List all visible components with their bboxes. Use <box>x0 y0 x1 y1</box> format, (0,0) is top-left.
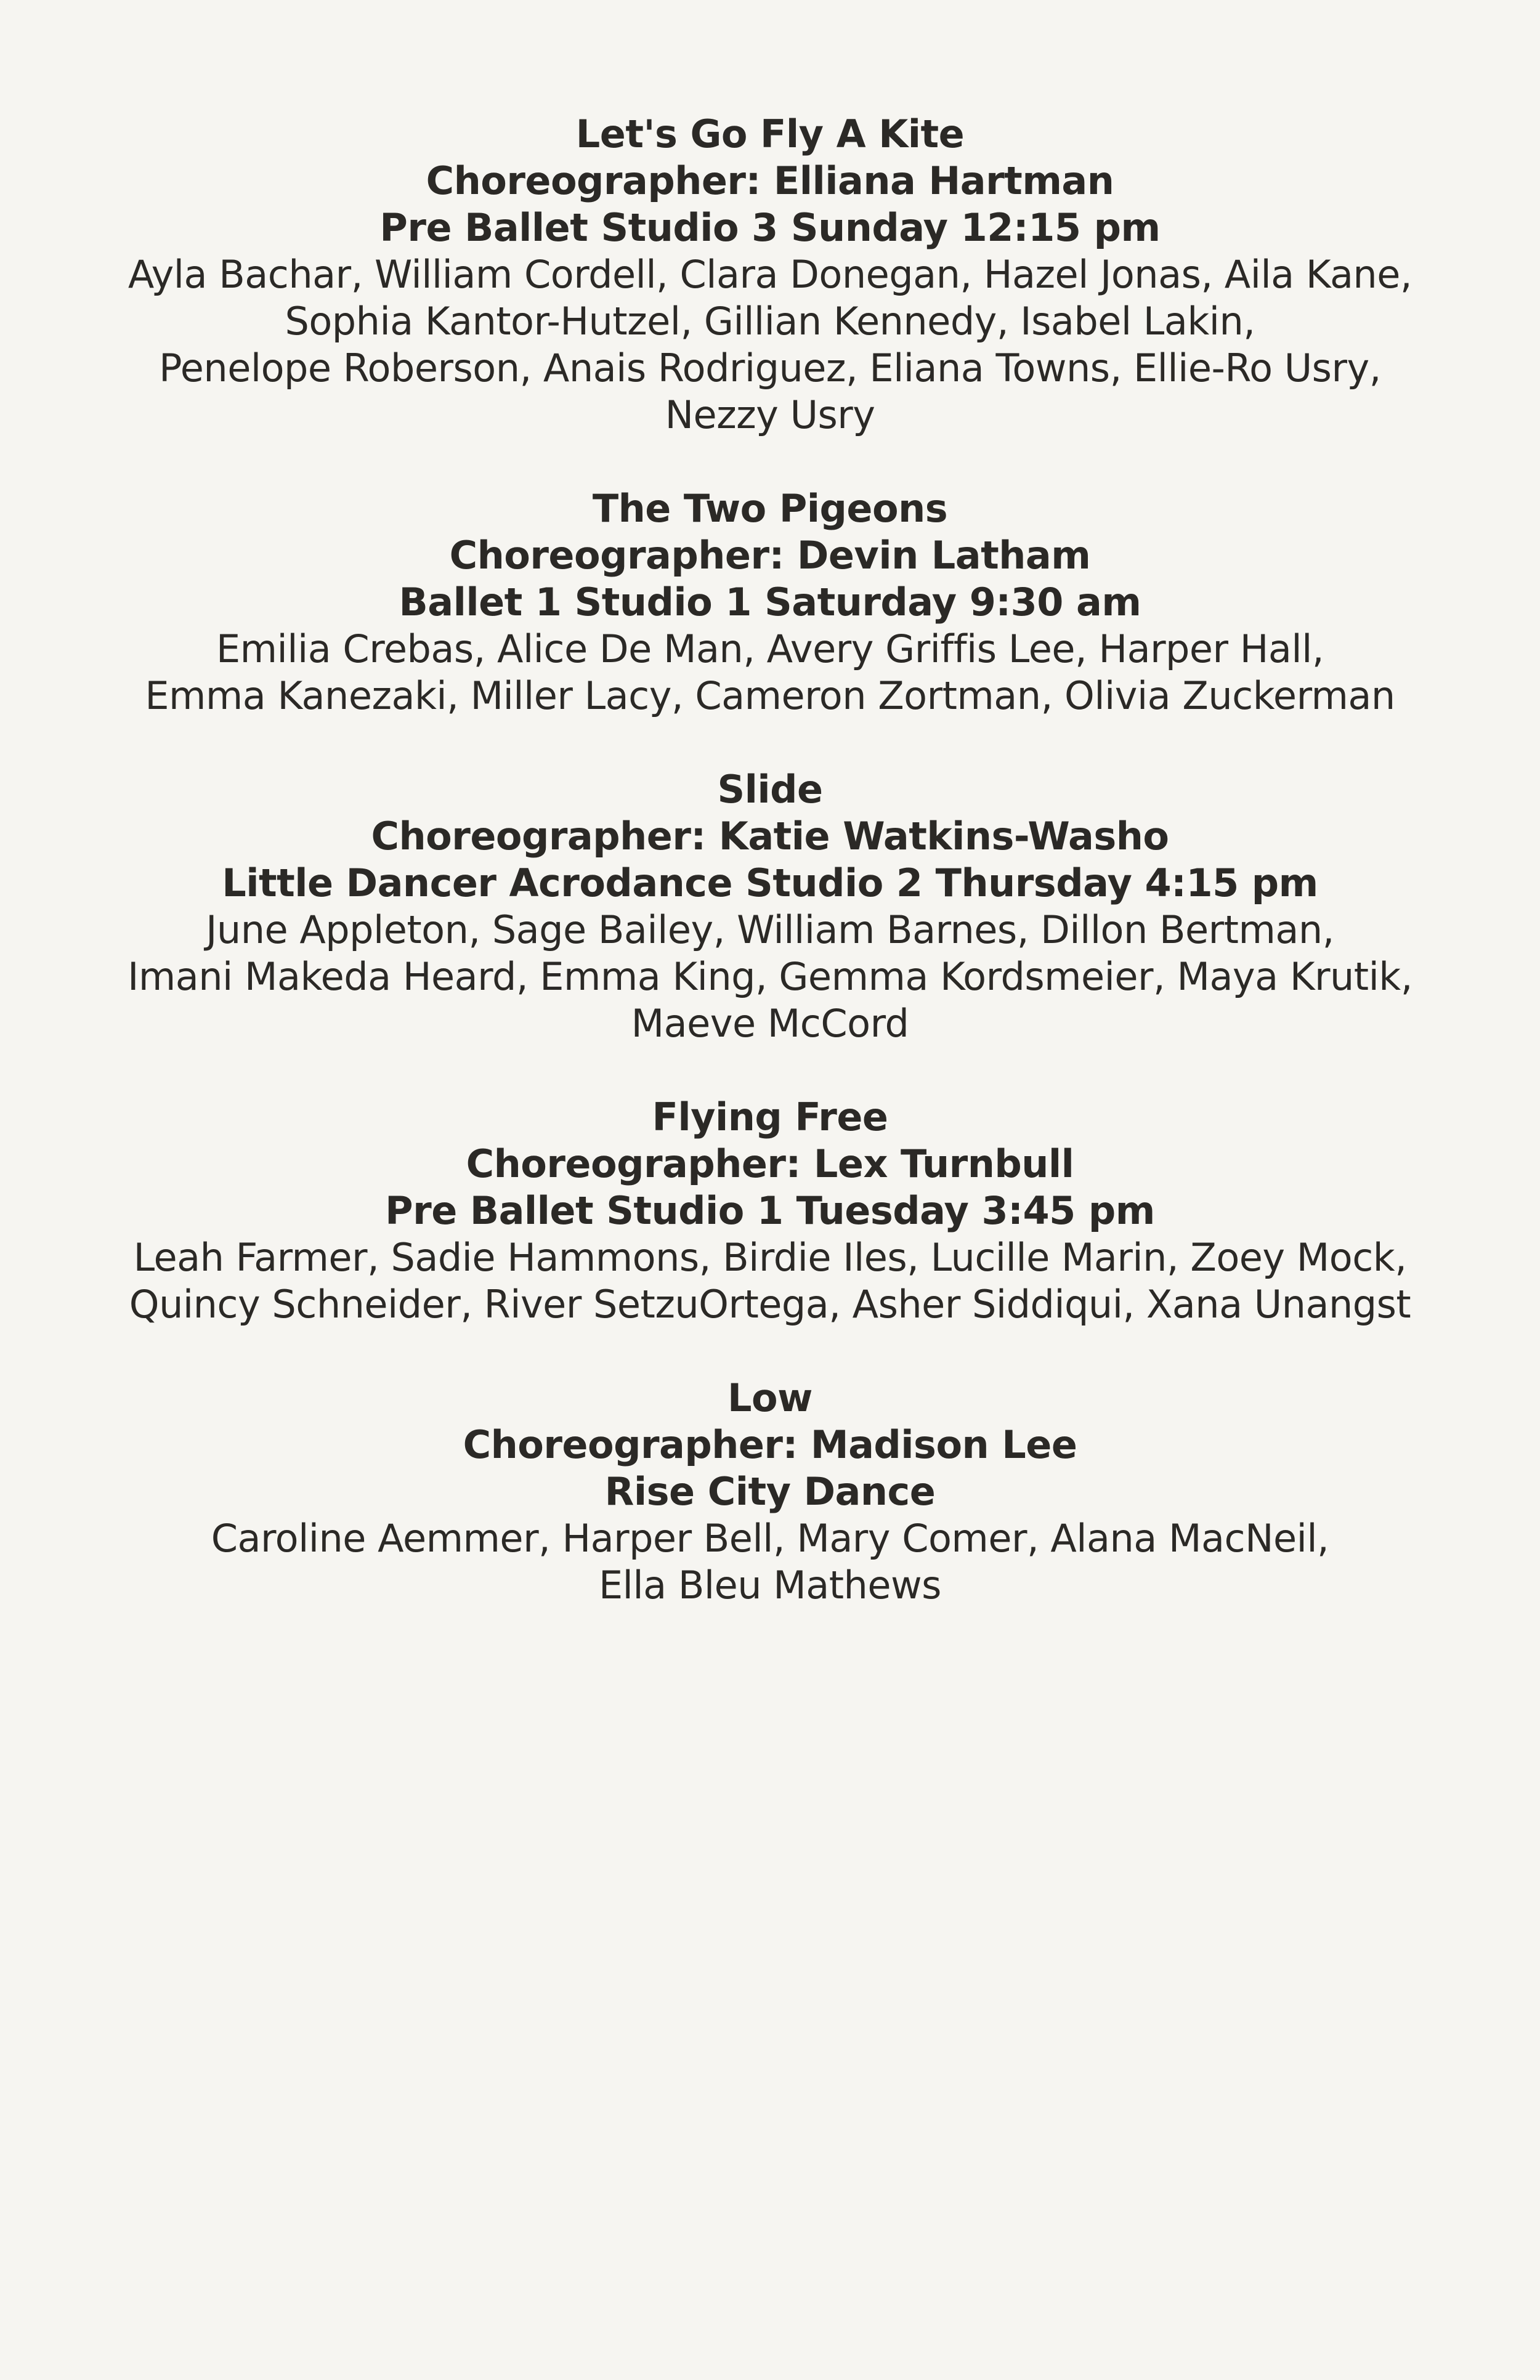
piece-title: Low <box>727 1375 813 1420</box>
dancer-list <box>0 626 1540 719</box>
dancer-list <box>0 1515 1540 1609</box>
piece-the-two-pigeons <box>0 485 1540 719</box>
dancer-line: Leah Farmer, Sadie Hammons, Birdie Iles, Lucille Marin, Zoey Mock, <box>133 1235 1407 1280</box>
class-info: Little Dancer Acrodance Studio 2 Thursday 4:15 pm <box>222 860 1318 905</box>
choreographer-credit: Choreographer: Madison Lee <box>463 1422 1077 1467</box>
dancer-list <box>0 907 1540 1047</box>
piece-lets-go-fly-a-kite <box>0 111 1540 439</box>
dancer-line: Emilia Crebas, Alice De Man, Avery Griffis Lee, Harper Hall, <box>216 626 1324 671</box>
piece-title: Slide <box>717 767 823 812</box>
dancer-line: Ella Bleu Mathews <box>599 1563 941 1608</box>
dancer-line: Imani Makeda Heard, Emma King, Gemma Kordsmeier, Maya Krutik, <box>128 954 1412 999</box>
class-info: Pre Ballet Studio 3 Sunday 12:15 pm <box>379 205 1161 250</box>
dancer-line: Sophia Kantor-Hutzel, Gillian Kennedy, Isabel Lakin, <box>285 299 1255 344</box>
dancer-line: Maeve McCord <box>631 1001 909 1046</box>
piece-title: Flying Free <box>652 1095 888 1139</box>
class-info: Ballet 1 Studio 1 Saturday 9:30 am <box>399 580 1141 625</box>
dancer-list <box>0 1234 1540 1328</box>
dancer-list <box>0 251 1540 439</box>
dancer-line: June Appleton, Sage Bailey, William Barnes, Dillon Bertman, <box>206 907 1334 952</box>
class-info: Pre Ballet Studio 1 Tuesday 3:45 pm <box>385 1188 1155 1233</box>
choreographer-credit: Choreographer: Katie Watkins-Washo <box>371 814 1169 859</box>
choreographer-credit: Choreographer: Devin Latham <box>449 533 1091 578</box>
dancer-line: Penelope Roberson, Anais Rodriguez, Eliana Towns, Ellie-Ro Usry, <box>159 346 1381 391</box>
dancer-line: Quincy Schneider, River SetzuOrtega, Asher Siddiqui, Xana Unangst <box>129 1282 1411 1327</box>
piece-slide <box>0 766 1540 1047</box>
piece-flying-free <box>0 1094 1540 1328</box>
piece-title: Let's Go Fly A Kite <box>575 111 965 156</box>
piece-low <box>0 1375 1540 1609</box>
dancer-line: Nezzy Usry <box>665 392 875 437</box>
choreographer-credit: Choreographer: Lex Turnbull <box>466 1141 1074 1186</box>
program-list <box>0 111 1540 1656</box>
dancer-line: Ayla Bachar, William Cordell, Clara Donegan, Hazel Jonas, Aila Kane, <box>128 252 1412 297</box>
piece-title: The Two Pigeons <box>592 486 948 531</box>
dancer-line: Caroline Aemmer, Harper Bell, Mary Comer, Alana MacNeil, <box>211 1516 1329 1561</box>
dancer-line: Emma Kanezaki, Miller Lacy, Cameron Zortman, Olivia Zuckerman <box>145 673 1395 718</box>
class-info: Rise City Dance <box>604 1469 936 1514</box>
choreographer-credit: Choreographer: Elliana Hartman <box>426 158 1114 203</box>
